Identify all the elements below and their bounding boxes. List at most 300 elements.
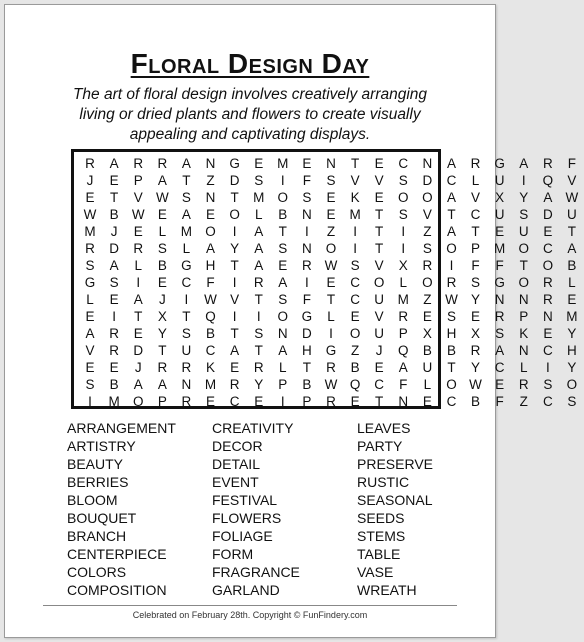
grid-letter: S bbox=[109, 275, 119, 290]
grid-letter: C bbox=[229, 394, 240, 409]
page-title: Floral Design Day bbox=[130, 48, 370, 79]
grid-letter: J bbox=[134, 360, 142, 375]
word-list-item: RUSTIC bbox=[357, 474, 410, 490]
word-list-item: BERRIES bbox=[67, 474, 129, 490]
grid-row bbox=[78, 342, 577, 359]
grid-letter: E bbox=[109, 173, 119, 188]
grid-letter: E bbox=[109, 292, 119, 307]
grid-letter: R bbox=[422, 258, 433, 273]
grid-letter: E bbox=[543, 326, 553, 341]
word-list-item: BEAUTY bbox=[67, 456, 124, 472]
grid-letter: R bbox=[302, 258, 312, 273]
word-list-item: COLORS bbox=[67, 564, 127, 580]
grid-letter: P bbox=[157, 394, 167, 409]
grid-letter: T bbox=[182, 309, 191, 324]
grid-letter: B bbox=[422, 343, 432, 358]
grid-letter: E bbox=[85, 190, 95, 205]
grid-letter: D bbox=[302, 326, 312, 341]
grid-letter: R bbox=[133, 241, 144, 256]
grid-letter: N bbox=[302, 241, 312, 256]
grid-letter: B bbox=[471, 394, 481, 409]
grid-letter: D bbox=[109, 241, 120, 256]
grid-letter: U bbox=[181, 343, 192, 358]
grid-letter: U bbox=[494, 207, 505, 222]
grid-letter: A bbox=[398, 360, 408, 375]
grid-letter: C bbox=[542, 343, 553, 358]
grid-letter: M bbox=[108, 394, 120, 409]
grid-letter: M bbox=[397, 292, 409, 307]
grid-letter: Y bbox=[157, 326, 167, 341]
grid-row bbox=[78, 206, 577, 223]
grid-letter: I bbox=[353, 241, 357, 256]
grid-letter: R bbox=[253, 275, 264, 290]
grid-letter: I bbox=[521, 173, 526, 188]
grid-letter: C bbox=[350, 275, 360, 290]
grid-row bbox=[78, 240, 577, 257]
grid-letter: I bbox=[449, 258, 454, 273]
grid-letter: R bbox=[326, 394, 336, 409]
grid-letter: T bbox=[230, 326, 239, 341]
grid-letter: E bbox=[133, 224, 143, 239]
grid-letter: I bbox=[88, 394, 92, 409]
grid-letter: H bbox=[205, 258, 216, 273]
grid-row bbox=[78, 189, 579, 206]
grid-letter: E bbox=[326, 207, 336, 222]
grid-letter: E bbox=[422, 309, 432, 324]
grid-letter: T bbox=[471, 224, 480, 239]
word-list-item: FOLIAGE bbox=[212, 528, 273, 544]
grid-row bbox=[78, 325, 577, 342]
grid-letter: T bbox=[110, 190, 119, 205]
word-list-item: CENTERPIECE bbox=[67, 546, 167, 562]
grid-letter: O bbox=[518, 275, 529, 290]
grid-letter: R bbox=[109, 343, 120, 358]
grid-letter: E bbox=[278, 258, 288, 273]
grid-letter: C bbox=[542, 394, 553, 409]
grid-letter: V bbox=[85, 343, 95, 358]
grid-letter: T bbox=[182, 173, 191, 188]
grid-letter: J bbox=[86, 173, 94, 188]
grid-letter: I bbox=[545, 360, 550, 375]
grid-letter: R bbox=[470, 343, 481, 358]
word-list-item: WREATH bbox=[357, 582, 417, 598]
grid-letter: F bbox=[495, 258, 504, 273]
grid-letter: E bbox=[157, 207, 167, 222]
grid-letter: O bbox=[325, 241, 337, 256]
grid-letter: Y bbox=[254, 377, 264, 392]
grid-letter: T bbox=[326, 292, 336, 307]
grid-letter: T bbox=[254, 292, 263, 307]
grid-letter: Y bbox=[567, 326, 577, 341]
grid-letter: T bbox=[375, 224, 384, 239]
grid-letter: G bbox=[301, 309, 313, 324]
grid-letter: S bbox=[254, 173, 264, 188]
grid-letter: E bbox=[374, 190, 384, 205]
grid-letter: G bbox=[325, 343, 337, 358]
grid-letter: E bbox=[543, 224, 553, 239]
grid-letter: L bbox=[471, 173, 480, 188]
grid-letter: M bbox=[494, 241, 506, 256]
grid-letter: S bbox=[422, 241, 432, 256]
grid-letter: P bbox=[471, 241, 481, 256]
grid-letter: L bbox=[519, 360, 528, 375]
grid-letter: E bbox=[567, 292, 577, 307]
grid-letter: C bbox=[398, 156, 409, 171]
grid-letter: L bbox=[568, 275, 576, 290]
grid-letter: E bbox=[422, 394, 432, 409]
grid-letter: O bbox=[422, 275, 433, 290]
grid-letter: A bbox=[278, 343, 288, 358]
grid-letter: Y bbox=[567, 360, 577, 375]
grid-letter: A bbox=[519, 156, 529, 171]
grid-letter: R bbox=[542, 275, 553, 290]
grid-letter: O bbox=[446, 241, 457, 256]
grid-letter: I bbox=[184, 292, 189, 307]
word-list-item: COMPOSITION bbox=[67, 582, 167, 598]
grid-letter: E bbox=[85, 309, 95, 324]
grid-letter: E bbox=[326, 275, 336, 290]
grid-letter: E bbox=[350, 309, 360, 324]
grid-letter: S bbox=[471, 275, 481, 290]
word-list-item: STEMS bbox=[357, 528, 406, 544]
grid-letter: E bbox=[374, 156, 384, 171]
grid-letter: I bbox=[112, 309, 117, 324]
grid-letter: I bbox=[401, 224, 406, 239]
grid-letter: T bbox=[567, 224, 577, 239]
grid-letter: E bbox=[206, 207, 216, 222]
grid-letter: O bbox=[518, 241, 529, 256]
grid-letter: T bbox=[375, 207, 384, 222]
grid-letter: I bbox=[232, 224, 237, 239]
grid-letter: X bbox=[157, 309, 167, 324]
grid-letter: L bbox=[399, 275, 408, 290]
grid-letter: V bbox=[471, 190, 481, 205]
word-list-item: ARRANGEMENT bbox=[67, 420, 176, 436]
grid-letter: F bbox=[495, 394, 504, 409]
grid-letter: R bbox=[109, 326, 120, 341]
grid-letter: A bbox=[109, 258, 119, 273]
grid-letter: S bbox=[446, 309, 456, 324]
grid-letter: Z bbox=[350, 343, 360, 358]
word-list-item: DETAIL bbox=[212, 456, 260, 472]
grid-letter: M bbox=[84, 224, 96, 239]
grid-letter: D bbox=[542, 207, 553, 222]
grid-letter: O bbox=[349, 326, 361, 341]
grid-letter: O bbox=[229, 207, 240, 222]
grid-letter: A bbox=[254, 224, 264, 239]
grid-letter: E bbox=[157, 275, 167, 290]
grid-letter: M bbox=[253, 190, 265, 205]
grid-letter: S bbox=[85, 377, 95, 392]
grid-letter: R bbox=[157, 156, 168, 171]
grid-letter: L bbox=[423, 377, 432, 392]
grid-row bbox=[78, 223, 577, 240]
grid-letter: S bbox=[567, 394, 577, 409]
grid-letter: H bbox=[302, 343, 312, 358]
grid-letter: S bbox=[543, 377, 553, 392]
grid-letter: C bbox=[446, 394, 457, 409]
grid-letter: T bbox=[375, 394, 384, 409]
word-list-column-3 bbox=[357, 419, 467, 599]
grid-letter: I bbox=[305, 275, 309, 290]
grid-letter: Z bbox=[206, 173, 215, 188]
grid-letter: A bbox=[446, 190, 456, 205]
grid-letter: T bbox=[278, 224, 287, 239]
grid-letter: S bbox=[495, 326, 505, 341]
grid-letter: S bbox=[254, 326, 264, 341]
grid-letter: Q bbox=[398, 343, 409, 358]
grid-letter: N bbox=[205, 156, 216, 171]
grid-letter: O bbox=[373, 275, 385, 290]
grid-letter: F bbox=[302, 292, 312, 307]
grid-letter: F bbox=[399, 377, 408, 392]
grid-letter: V bbox=[133, 190, 143, 205]
grid-letter: I bbox=[353, 224, 357, 239]
word-list-item: FRAGRANCE bbox=[212, 564, 300, 580]
word-list-item: GARLAND bbox=[212, 582, 280, 598]
grid-letter: S bbox=[398, 173, 408, 188]
grid-letter: S bbox=[278, 241, 288, 256]
grid-letter: N bbox=[326, 156, 336, 171]
grid-letter: W bbox=[445, 292, 458, 307]
grid-letter: E bbox=[133, 326, 143, 341]
grid-letter: E bbox=[495, 377, 505, 392]
grid-letter: V bbox=[567, 173, 577, 188]
word-list-item: TABLE bbox=[357, 546, 401, 562]
grid-letter: E bbox=[471, 309, 481, 324]
grid-row bbox=[78, 393, 577, 410]
grid-letter: X bbox=[422, 326, 432, 341]
grid-letter: T bbox=[350, 156, 360, 171]
page-description: The art of floral design involves creatively arranging living or dried plants and flowers to create visually appealing and captivating displays. bbox=[72, 86, 428, 143]
grid-letter: T bbox=[519, 258, 528, 273]
grid-letter: A bbox=[181, 207, 191, 222]
grid-letter: G bbox=[84, 275, 96, 290]
grid-letter: T bbox=[158, 343, 167, 358]
grid-letter: E bbox=[230, 360, 240, 375]
grid-letter: L bbox=[254, 207, 263, 222]
grid-letter: A bbox=[206, 241, 216, 256]
grid-letter: R bbox=[326, 360, 336, 375]
word-list-item: DECOR bbox=[212, 438, 263, 454]
grid-letter: I bbox=[280, 173, 285, 188]
word-list-column-2 bbox=[212, 419, 357, 599]
grid-row bbox=[78, 376, 578, 393]
grid-letter: T bbox=[254, 343, 263, 358]
grid-letter: E bbox=[254, 394, 264, 409]
grid-letter: B bbox=[278, 207, 288, 222]
grid-letter: N bbox=[518, 343, 529, 358]
grid-letter: A bbox=[495, 343, 505, 358]
grid-letter: R bbox=[542, 292, 553, 307]
grid-letter: R bbox=[253, 360, 264, 375]
grid-letter: B bbox=[567, 258, 577, 273]
grid-letter: D bbox=[229, 173, 240, 188]
grid-letter: A bbox=[254, 258, 264, 273]
grid-letter: P bbox=[302, 394, 312, 409]
grid-letter: F bbox=[206, 275, 215, 290]
grid-letter: S bbox=[398, 207, 408, 222]
grid-letter: T bbox=[447, 207, 456, 222]
grid-letter: R bbox=[446, 275, 457, 290]
grid-letter: W bbox=[83, 207, 97, 222]
grid-row bbox=[78, 172, 577, 189]
grid-letter: S bbox=[302, 190, 312, 205]
grid-letter: Y bbox=[471, 292, 481, 307]
grid-letter: W bbox=[324, 377, 338, 392]
grid-row bbox=[78, 274, 576, 291]
grid-letter: L bbox=[134, 258, 142, 273]
grid-letter: B bbox=[302, 377, 312, 392]
grid-letter: E bbox=[302, 156, 312, 171]
grid-letter: R bbox=[181, 360, 192, 375]
grid-letter: L bbox=[182, 241, 191, 256]
grid-letter: O bbox=[542, 258, 554, 273]
grid-letter: R bbox=[398, 309, 409, 324]
grid-letter: N bbox=[518, 292, 529, 307]
word-list-item: BRANCH bbox=[67, 528, 127, 544]
grid-letter: A bbox=[181, 156, 191, 171]
grid-letter: S bbox=[85, 258, 95, 273]
grid-letter: T bbox=[302, 360, 312, 375]
grid-letter: S bbox=[157, 241, 167, 256]
grid-letter: K bbox=[206, 360, 216, 375]
grid-letter: V bbox=[374, 258, 384, 273]
grid-letter: C bbox=[494, 360, 505, 375]
grid-letter: I bbox=[232, 275, 237, 290]
grid-letter: A bbox=[446, 224, 456, 239]
grid-letter: K bbox=[350, 190, 360, 205]
footer-divider bbox=[43, 605, 457, 606]
grid-letter: Z bbox=[519, 394, 528, 409]
grid-letter: U bbox=[494, 173, 505, 188]
grid-letter: A bbox=[567, 241, 577, 256]
grid-letter: Q bbox=[205, 309, 216, 324]
grid-letter: F bbox=[471, 258, 480, 273]
word-list-item: FESTIVAL bbox=[212, 492, 278, 508]
grid-letter: Q bbox=[349, 377, 361, 392]
grid-letter: R bbox=[470, 156, 481, 171]
grid-letter: W bbox=[155, 190, 169, 205]
grid-letter: O bbox=[566, 377, 578, 392]
word-list-item: EVENT bbox=[212, 474, 259, 490]
grid-letter: T bbox=[230, 258, 239, 273]
grid-letter: I bbox=[401, 241, 406, 256]
grid-letter: W bbox=[565, 190, 579, 205]
grid-letter: T bbox=[447, 360, 456, 375]
grid-letter: A bbox=[133, 377, 143, 392]
grid-row bbox=[78, 308, 578, 325]
grid-letter: X bbox=[471, 326, 481, 341]
word-list-column-1 bbox=[67, 419, 212, 599]
word-list-item: SEEDS bbox=[357, 510, 405, 526]
worksheet-page bbox=[4, 4, 579, 638]
grid-letter: V bbox=[230, 292, 240, 307]
grid-row bbox=[78, 257, 577, 274]
grid-letter: A bbox=[543, 190, 553, 205]
grid-letter: N bbox=[422, 156, 433, 171]
word-list-item: SEASONAL bbox=[357, 492, 433, 508]
grid-letter: I bbox=[280, 394, 285, 409]
grid-letter: G bbox=[494, 275, 505, 290]
grid-letter: E bbox=[206, 394, 216, 409]
grid-letter: A bbox=[109, 156, 119, 171]
grid-letter: R bbox=[133, 156, 144, 171]
grid-letter: F bbox=[567, 156, 577, 171]
grid-letter: I bbox=[232, 309, 237, 324]
word-list-item: FLOWERS bbox=[212, 510, 282, 526]
grid-letter: R bbox=[542, 156, 553, 171]
grid-letter: B bbox=[446, 343, 456, 358]
grid-letter: A bbox=[230, 343, 240, 358]
grid-letter: Y bbox=[519, 190, 529, 205]
grid-letter: R bbox=[181, 394, 192, 409]
grid-letter: Z bbox=[423, 292, 432, 307]
grid-letter: B bbox=[206, 326, 216, 341]
grid-letter: C bbox=[470, 207, 481, 222]
grid-letter: E bbox=[254, 156, 264, 171]
grid-letter: M bbox=[204, 377, 217, 392]
word-list-item: BLOOM bbox=[67, 492, 118, 508]
grid-letter: U bbox=[374, 292, 385, 307]
grid-letter: O bbox=[446, 377, 457, 392]
grid-letter: U bbox=[422, 360, 433, 375]
grid-letter: S bbox=[326, 173, 336, 188]
grid-letter: I bbox=[136, 275, 141, 290]
grid-letter: H bbox=[446, 326, 457, 341]
word-list-item: ARTISTRY bbox=[67, 438, 136, 454]
grid-letter: M bbox=[566, 309, 578, 324]
grid-letter: V bbox=[374, 173, 384, 188]
grid-letter: O bbox=[205, 224, 216, 239]
grid-letter: E bbox=[350, 394, 360, 409]
word-list-item: LEAVES bbox=[357, 420, 411, 436]
word-search-grid bbox=[71, 149, 579, 409]
grid-letter: A bbox=[133, 292, 143, 307]
grid-letter: Q bbox=[542, 173, 554, 188]
grid-letter: S bbox=[519, 207, 529, 222]
grid-letter: X bbox=[495, 190, 505, 205]
grid-letter: R bbox=[229, 377, 240, 392]
grid-letter: T bbox=[375, 241, 384, 256]
grid-letter: G bbox=[181, 258, 192, 273]
grid-letter: M bbox=[180, 224, 193, 239]
grid-letter: I bbox=[256, 309, 261, 324]
grid-letter: I bbox=[305, 224, 309, 239]
grid-letter: C bbox=[181, 275, 192, 290]
grid-letter: V bbox=[350, 173, 360, 188]
word-list-item: PRESERVE bbox=[357, 456, 433, 472]
grid-letter: N bbox=[398, 394, 409, 409]
grid-letter: A bbox=[157, 173, 167, 188]
grid-letter: O bbox=[398, 190, 409, 205]
grid-letter: N bbox=[205, 190, 216, 205]
word-list-item: VASE bbox=[357, 564, 394, 580]
grid-letter: O bbox=[277, 309, 289, 324]
grid-row bbox=[78, 291, 577, 308]
grid-letter: B bbox=[350, 360, 360, 375]
grid-letter: A bbox=[85, 326, 95, 341]
grid-letter: P bbox=[519, 309, 529, 324]
grid-letter: U bbox=[567, 207, 577, 222]
grid-letter: N bbox=[494, 292, 505, 307]
grid-letter: J bbox=[110, 224, 118, 239]
footer-copyright: Celebrated on February 28th. Copyright © FunFindery.com bbox=[132, 610, 368, 620]
grid-letter: J bbox=[375, 343, 383, 358]
word-list-item: CREATIVITY bbox=[212, 420, 294, 436]
grid-letter: D bbox=[133, 343, 144, 358]
grid-letter: S bbox=[181, 326, 191, 341]
